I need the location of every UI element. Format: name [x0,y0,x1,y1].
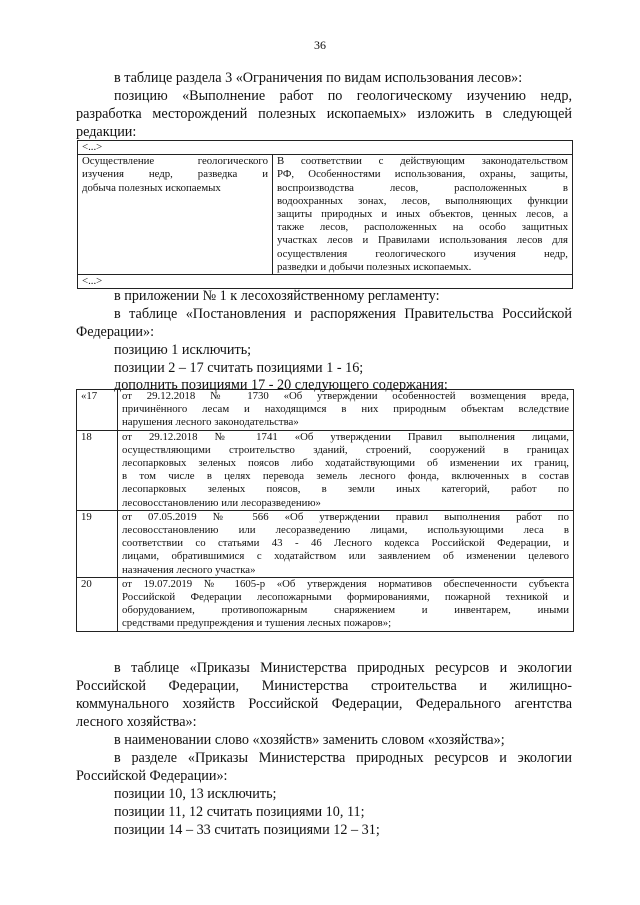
activity-cell: Осуществление геологического изучения недр, разведка и добыча полезных ископаемых [78,155,273,275]
row-text: от 19.07.2019 № 1605-р «Об утверждения нормативов обеспеченности субъекта Российской Федерации лесопожарными формированиями, пожарной техникой и оборудованием, противопожарным снаряжением и инвентарем, иными средствами предупреждения и тушения лесных пожаров»; [118,577,574,631]
mid-line-3: Федерации»: [76,324,155,340]
table-row [78,141,573,155]
table-row [78,155,573,275]
intro-line-4: редакции: [76,124,137,140]
ellipsis-bottom: <...> [78,275,573,289]
row-number: 19 [77,510,118,577]
table-row [77,390,574,431]
outro-line-2: Российской Федерации, Министерства строительства и жилищно- [76,678,572,694]
outro-line-9: позиции 11, 12 считать позициями 10, 11; [114,804,365,820]
outro-line-5: в наименовании слово «хозяйств» заменить словом «хозяйства»; [114,732,505,748]
ellipsis-top: <...> [78,141,573,155]
mid-line-6: дополнить позициями 17 - 20 следующего содержания: [114,377,448,393]
outro-line-10: позиции 14 – 33 считать позициями 12 – 31; [114,822,380,838]
mid-line-1: в приложении № 1 к лесохозяйственному регламенту: [114,288,440,304]
intro-line-3: разработка месторождений полезных ископаемых» изложить в следующей [76,106,572,122]
outro-line-4: лесного хозяйства»: [76,714,197,730]
outro-line-6: в разделе «Приказы Министерства природных ресурсов и экологии [114,750,572,766]
mid-line-4: позицию 1 исключить; [114,342,252,358]
table-row [77,510,574,577]
government-acts-table [76,389,574,632]
row-number: 20 [77,577,118,631]
restrictions-table [77,140,573,289]
row-text: от 29.12.2018 № 1730 «Об утверждении особенностей возмещения вреда, причинённого лесам и находящимся в них природным объектам вследствие нарушения лесного законодательства» [118,390,574,431]
table-row [78,275,573,289]
outro-line-7: Российской Федерации»: [76,768,228,784]
row-text: от 29.12.2018 № 1741 «Об утверждении Правил выполнения лицами, осуществляющими строительство зданий, строений, сооружений в границах лесопарковых зеленых поясов либо ходатайствующими об изменении их границ, в том числе в целях перевода земель лесного фонда, включенных в состав лесопарковых зеленых поясов, в земли иных категорий, работ по лесовосстановлению или лесоразведению» [118,430,574,510]
row-number: «17 [77,390,118,431]
table-row [77,577,574,631]
mid-line-2: в таблице «Постановления и распоряжения Правительства Российской [114,306,572,322]
conditions-cell: В соответствии с действующим законодательством РФ, Особенностями использования, охраны, защиты, воспроизводства лесов, расположенных в водоохранных зонах, лесов, выполняющих функции защиты природных и иных объектов, ценных лесов, а также лесов, расположенных на особо защитных участках лесов и Правилами использования лесов для осуществления геологического изучения недр, разведки и добычи полезных ископаемых. [273,155,573,275]
outro-line-1: в таблице «Приказы Министерства природных ресурсов и экологии [114,660,572,676]
mid-line-5: позиции 2 – 17 считать позициями 1 - 16; [114,360,364,376]
row-text: от 07.05.2019 № 566 «Об утверждении правил выполнения работ по лесовосстановлению или лесоразведению лицами, использующими леса в соответствии со статьями 43 - 46 Лесного кодекса Российской Федерации, и лицами, обратившимися с ходатайством или заявлением об изменении целевого назначения лесного участка» [118,510,574,577]
row-number: 18 [77,430,118,510]
outro-line-3: коммунального хозяйств Российской Федерации, Федерального агентства [76,696,572,712]
intro-line-1: в таблице раздела 3 «Ограничения по видам использования лесов»: [114,70,523,86]
intro-line-2: позицию «Выполнение работ по геологическому изучению недр, [114,88,572,104]
outro-line-8: позиции 10, 13 исключить; [114,786,277,802]
page-number: 36 [314,38,326,52]
table-row [77,430,574,510]
